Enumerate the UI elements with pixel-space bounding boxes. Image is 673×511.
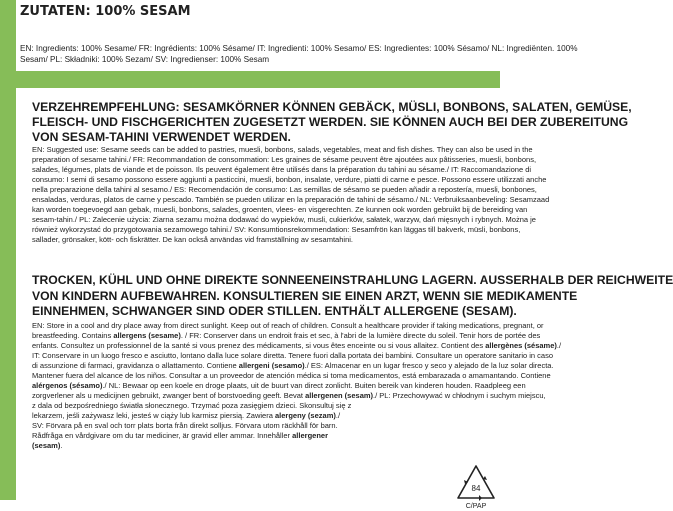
ingredients-translations-line-1: EN: Ingredients: 100% Sesame/ FR: Ingrédients: 100% Sésame/ IT: Ingredienti: 100% Sesamo/ ES: Ingredientes: 100% Sésamo/ NL: Ingrediënten. 100% bbox=[20, 44, 578, 53]
storage-text-segment: enfants. Consultez un professionnel de la santé si vous prenez des médicaments, si vous êtes enceinte ou si vous allaitez. Contient des bbox=[32, 341, 486, 350]
ingredients-box bbox=[16, 0, 578, 71]
storage-line-4 bbox=[32, 351, 553, 361]
main-text-panel bbox=[16, 88, 673, 510]
usage-line-5: nella preparazione della tahini al sesamo./ ES: Recomendación de consumo: Las semillas de sésamo se pueden añadir a repostería, muesli, bonbones, bbox=[32, 185, 537, 194]
usage-line-4: consumo: I semi di sesamo possono essere aggiunti a pasticcini, muesli, bonbon, insalate, verdure, piatti di carne e pesce. Possono essere utilizzati anche bbox=[32, 175, 547, 184]
storage-heading-line-1: TROCKEN, KÜHL UND OHNE DIREKTE SONNEENEINSTRAHLUNG LAGERN. AUSSERHALB DER REICHWEITE bbox=[32, 273, 673, 287]
usage-heading-line-2: FLEISCH- UND FISCHGERICHTEN ZUGESETZT WERDEN. SIE KÖNNEN AUCH BEI DER ZUBEREITUNG bbox=[32, 115, 629, 129]
storage-heading-line-2: VON KINDERN AUFBEWAHREN. KONSULTIEREN SIE EINEN ARZT, WENN SIE MEDIKAMENTE bbox=[32, 288, 578, 303]
storage-line-12 bbox=[32, 431, 328, 441]
storage-text-segment: zorgverlener als u medicijnen gebruikt, zwanger bent of borstvoeding geeft. Bevat bbox=[32, 391, 306, 400]
usage-line-1: EN: Suggested use: Sesame seeds can be added to pastries, muesli, bonbons, salads, vegetables, meat and fish dishes. They can also be used in the bbox=[32, 145, 533, 154]
storage-line-5 bbox=[32, 361, 554, 371]
ingredients-title: ZUTATEN: 100% SESAM bbox=[20, 4, 191, 19]
storage-text-segment: lekarzem, jeśli zażywasz leki, jesteś w ciąży lub karmisz piersią. Zawiera bbox=[32, 411, 275, 420]
storage-text-segment: di assunzione di farmaci, gravidanza o allattamento. Contiene bbox=[32, 361, 239, 370]
allergen-emphasis: alérgenos (sésamo) bbox=[32, 381, 103, 390]
storage-line-2 bbox=[32, 331, 540, 341]
allergen-emphasis: allergènes (sésame) bbox=[485, 341, 557, 350]
storage-text-segment: z dala od bezpośredniego światła słonecznego. Trzymać poza zasięgiem dzieci. Skonsultuj się z bbox=[32, 401, 352, 410]
storage-text-segment: IT: Conservare in un luogo fresco e asciutto, lontano dalla luce solare diretta. Tenere fuori dalla portata dei bambini. Consultare un operatore sanitario in caso bbox=[32, 351, 554, 360]
usage-line-3: salades, légumes, plats de viande et de poisson. Ils peuvent également être utilisés dans la préparation du tahini au sésame./ IT: Raccomandazione di bbox=[32, 165, 532, 174]
storage-line-3 bbox=[32, 341, 561, 351]
recycling-code-number: 84 bbox=[471, 484, 481, 493]
storage-line-13 bbox=[32, 441, 62, 451]
recycling-code-label: C/PAP bbox=[465, 503, 487, 510]
storage-text-segment: . bbox=[60, 441, 63, 450]
storage-heading-line-3: EINNEHMEN, SCHWANGER SIND ODER STILLEN. ENTHÄLT ALLERGENE (SESAM). bbox=[32, 304, 517, 318]
storage-text-segment: ./ bbox=[335, 411, 341, 420]
left-green-strip bbox=[0, 88, 16, 500]
storage-line-10 bbox=[32, 411, 340, 421]
usage-heading-line-1: VERZEHREMPFEHLUNG: SESAMKÖRNER KÖNNEN GEBÄCK, MÜSLI, BONBONS, SALATEN, GEMÜSE, bbox=[32, 100, 632, 114]
storage-text-segment: ./ PL: Przechowywać w chłodnym i suchym miejscu, bbox=[373, 391, 546, 400]
storage-text-segment: EN: Store in a cool and dry place away from direct sunlight. Keep out of reach of children. Consult a healthcare provider if taking medications, pregnant, or bbox=[32, 321, 544, 330]
usage-line-7: kan worden toegevoegd aan gebak, muesli, bonbons, salades, groenten, vlees- en visgerechten. Ze kunnen ook worden gebruikt bij de bereiding van bbox=[32, 205, 528, 214]
usage-line-2: preparation of sesame tahini./ FR: Recommandation de consommation: Les graines de sésame peuvent être ajoutées aux pâtisseries, muesli, bonbons, bbox=[32, 155, 537, 164]
usage-line-9: również wykorzystać do przygotowania sezamowego tahini./ SV: Konsumtionsrekommendation: Sesamfrön kan läggas till bakverk, müsli, bonbons, bbox=[32, 225, 521, 234]
storage-text-segment: SV: Förvara på en sval och torr plats borta från direkt solljus. Förvara utom räckhåll för barn. bbox=[32, 421, 338, 430]
usage-line-6: ensaladas, verduras, platos de carne y pescado. También se pueden utilizar en la preparación de tahini de sésamo./ NL: Verbruiksaanbeveling: Sesamzaad bbox=[32, 195, 550, 204]
recycling-icon bbox=[452, 460, 500, 508]
allergen-emphasis: allergeni (sesamo) bbox=[238, 361, 305, 370]
allergen-emphasis: alergeny (sezam) bbox=[275, 411, 336, 420]
storage-text-segment: ./ ES: Almacenar en un lugar fresco y seco y alejado de la luz solar directa. bbox=[304, 361, 554, 370]
allergen-emphasis: allergener bbox=[292, 431, 328, 440]
allergen-emphasis: allergenen (sesam) bbox=[305, 391, 374, 400]
storage-text-segment: breastfeeding. Contains bbox=[32, 331, 114, 340]
storage-line-9 bbox=[32, 401, 351, 411]
allergen-emphasis: allergens (sesame) bbox=[113, 331, 181, 340]
storage-text-segment: ./ bbox=[556, 341, 562, 350]
storage-text-segment: Rådfråga en vårdgivare om du tar mediciner, är gravid eller ammar. Innehåller bbox=[32, 431, 293, 440]
storage-text-segment: ./ NL: Bewaar op een koele en droge plaats, uit de buurt van direct zonlicht. Buiten bereik van kinderen houden. Raadpleeg een bbox=[102, 381, 526, 390]
storage-text-segment: . / FR: Conserver dans un endroit frais et sec, à l'abri de la lumière directe du soleil. Tenir hors de portée des bbox=[180, 331, 541, 340]
storage-line-11 bbox=[32, 421, 338, 431]
storage-line-6 bbox=[32, 371, 551, 381]
usage-line-10: sallader, grönsaker, kött- och fiskrätter. De kan också användas vid framställning av sesamtahini. bbox=[32, 235, 353, 244]
storage-line-8 bbox=[32, 391, 546, 401]
usage-heading-line-3: VON SESAM-TAHINI VERWENDET WERDEN. bbox=[32, 130, 291, 144]
ingredients-translations-line-2: Sesam/ PL: Składniki: 100% Sezam/ SV: Ingredienser: 100% Sesam bbox=[20, 55, 270, 64]
usage-line-8: sesam-tahin./ PL: Zalecenie użycia: Ziarna sezamu można dodawać do wypieków, musli, cukierków, sałatek, warzyw, dań mięsnych i rybnych. Można je bbox=[32, 215, 536, 224]
storage-line-1 bbox=[32, 321, 544, 331]
storage-text-segment: Mantener fuera del alcance de los niños. Consultar a un proveedor de atención médica si toma medicamentos, está embarazada o amamantando. Contiene bbox=[32, 371, 551, 380]
green-separator bbox=[0, 80, 500, 88]
allergen-emphasis: (sesam) bbox=[32, 441, 61, 450]
storage-line-7 bbox=[32, 381, 526, 391]
